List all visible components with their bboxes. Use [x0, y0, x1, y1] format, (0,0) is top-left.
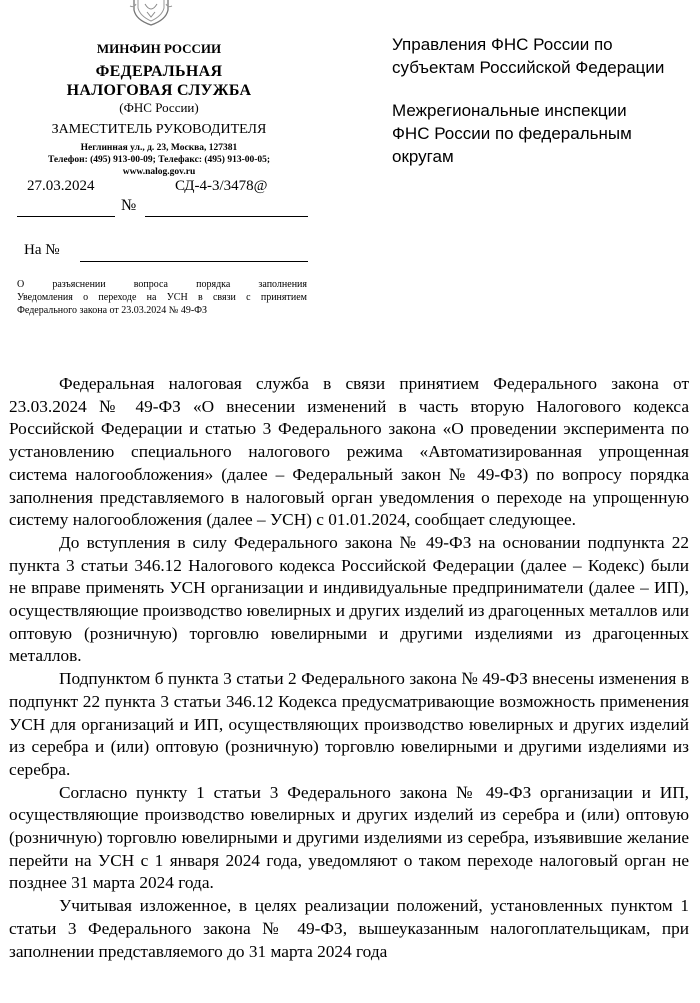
date-underline — [17, 216, 115, 217]
postal-address: Неглинная ул., д. 23, Москва, 127381 — [80, 143, 238, 153]
service-abbreviation: (ФНС России) — [119, 100, 199, 115]
body-paragraph: Учитывая изложенное, в целях реализации положений, установленных пунктом 1 статьи 3 Федерального закона № 49-ФЗ, вышеуказанным налогоплательщикам, при заполнении представляемого до 31 марта 2024 года — [9, 896, 689, 961]
service-name — [0, 62, 318, 100]
subject-line: Уведомления о переходе на УСН в связи с принятием — [17, 292, 307, 303]
state-emblem-icon — [128, 0, 174, 26]
body-paragraph: Подпунктом б пункта 3 статьи 2 Федерального закона № 49-ФЗ внесены изменения в подпункт 22 пункта 3 статьи 346.12 Кодекса предусматривающие возможность применения УСН для организаций и ИП, осуществляющих производство ювелирных и других изделий из серебра и (или) оптовую (розничную) торговлю ювелирными и другими изделиями из серебра. — [9, 669, 689, 779]
reply-to-underline — [80, 261, 308, 262]
recipient-line: Межрегиональные инспекции — [392, 101, 627, 120]
phone-fax: Телефон: (495) 913-00-09; Телефакс: (495) 913-00-05; — [47, 155, 271, 165]
recipient-line: ФНС России по федеральным — [392, 124, 632, 143]
recipient-interregional-inspections — [392, 99, 632, 168]
letter-body — [9, 373, 689, 963]
signatory-position: ЗАМЕСТИТЕЛЬ РУКОВОДИТЕЛЯ — [51, 122, 267, 137]
website: www.nalog.gov.ru — [122, 167, 196, 177]
body-paragraph: Согласно пункту 1 статьи 3 Федерального закона № 49-ФЗ организации и ИП, осуществляющие производство ювелирных и других изделий из серебра и (или) оптовую (розничную) торговлю ювелирными и другими изделиями из серебра, изъявившие желание перейти на УСН с 1 января 2024 года, уведомляют о таком переходе налоговый орган не позднее 31 марта 2024 года. — [9, 782, 689, 893]
service-name-line2: НАЛОГОВАЯ СЛУЖБА — [66, 82, 252, 99]
number-underline — [145, 216, 308, 217]
subject-line: О разъяснении вопроса порядка заполнения — [17, 279, 307, 290]
ministry-name: МИНФИН РОССИИ — [96, 41, 222, 56]
document-date: 27.03.2024 — [27, 178, 95, 194]
recipient-line: округам — [392, 147, 454, 166]
recipient-regional-offices — [392, 33, 664, 79]
contact-block — [0, 142, 318, 178]
recipient-line: Управления ФНС России по — [392, 35, 613, 54]
document-number: СД-4-3/3478@ — [175, 178, 268, 194]
service-name-line1: ФЕДЕРАЛЬНАЯ — [95, 63, 223, 80]
body-paragraph: До вступления в силу Федерального закона № 49-ФЗ на основании подпункта 22 пункта 3 статьи 346.12 Налогового кодекса Российской Федерации (далее – Кодекс) были не вправе применять УСН организации и индивидуальные предприниматели (далее – ИП), осуществляющие производство ювелирных и других изделий из драгоценных металлов или оптовую (розничную) торговлю ювелирными и другими изделиями из драгоценных металлов. — [9, 532, 689, 666]
number-sign: № — [121, 197, 137, 214]
reply-to-label: На № — [24, 242, 60, 258]
subject-line: Федерального закона от 23.03.2024 № 49-ФЗ — [17, 305, 208, 316]
letter-subject — [17, 278, 307, 317]
body-paragraph: Федеральная налоговая служба в связи принятием Федерального закона от 23.03.2024 № 49-ФЗ «О внесении изменений в часть вторую Налогового кодекса Российской Федерации и статью 3 Федерального закона «О проведении эксперимента по установлению специального налогового режима «Автоматизированная упрощенная система налогообложения» (далее – Федеральный закон № 49-ФЗ) по вопросу порядка заполнения представляемого в налоговый орган уведомления о переходе на упрощенную систему налогообложения (далее – УСН) с 01.01.2024, сообщает следующее. — [9, 374, 689, 530]
recipient-line: субъектам Российской Федерации — [392, 58, 665, 77]
